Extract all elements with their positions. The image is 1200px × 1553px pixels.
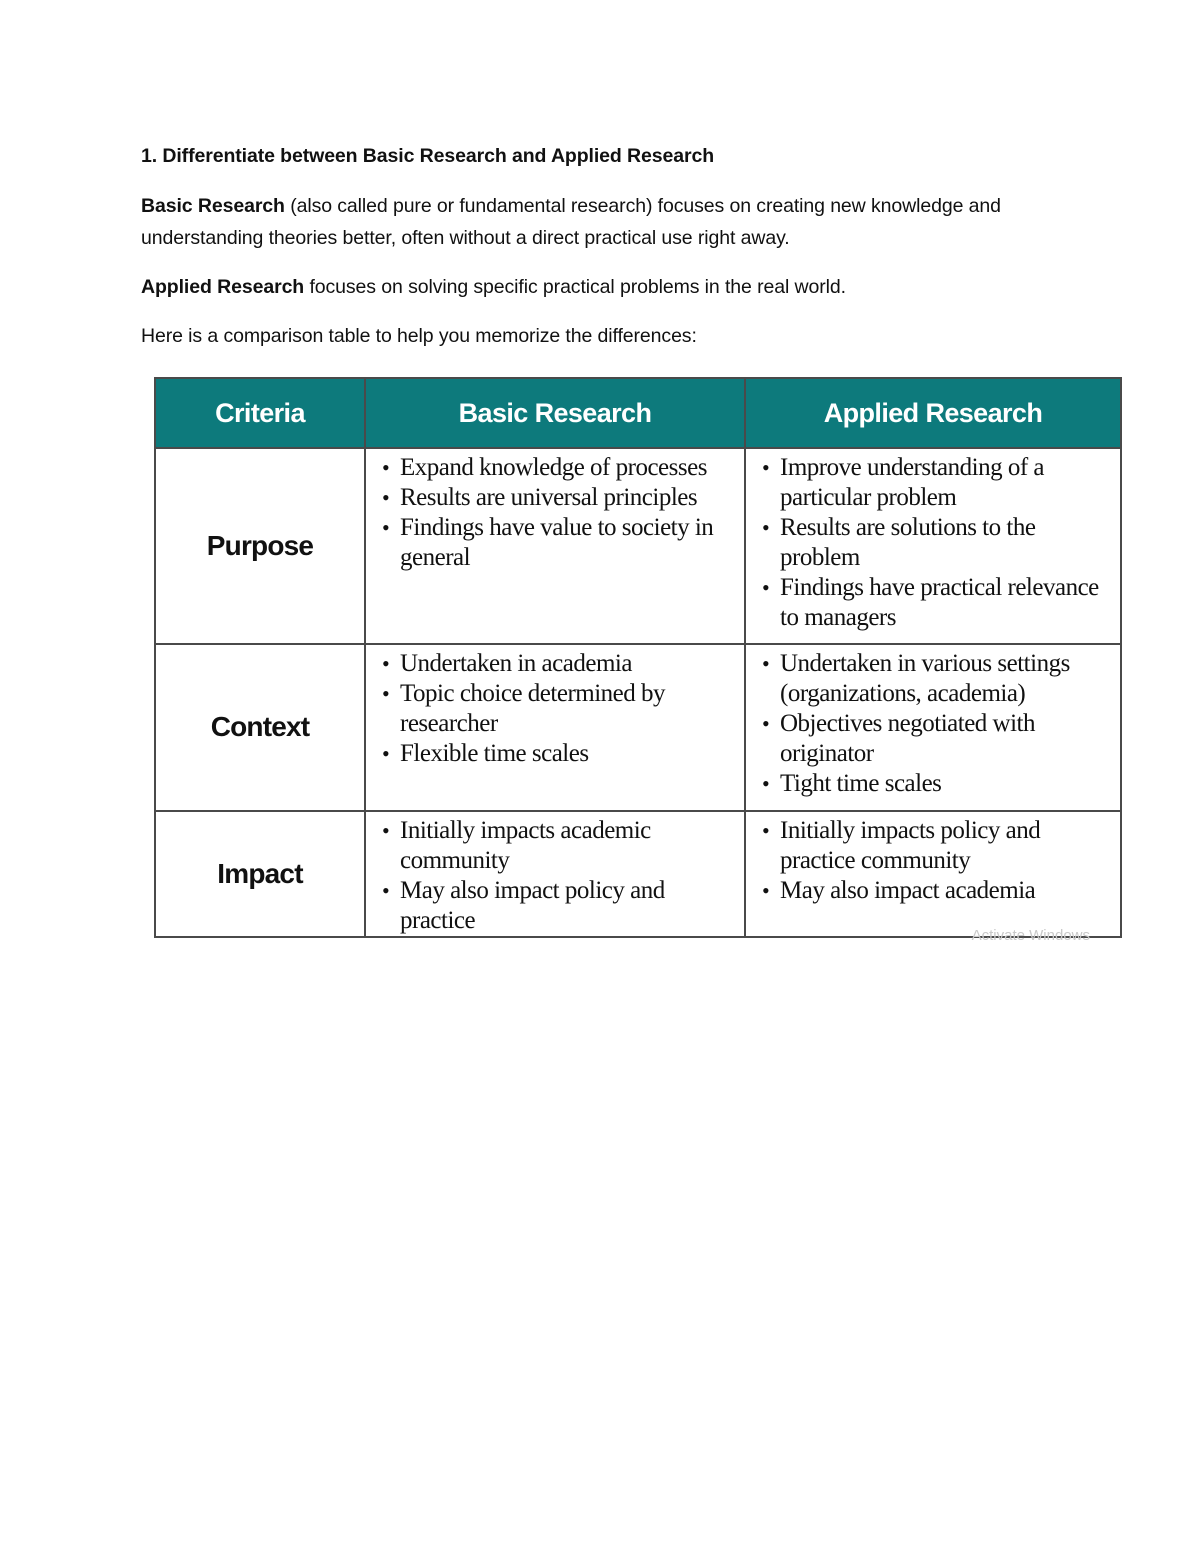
purpose-basic-cell — [365, 448, 745, 644]
list-item: • Undertaken in academia — [382, 649, 738, 679]
list-item: • Tight time scales — [762, 769, 1114, 799]
applied-research-text: focuses on solving specific practical problems in the real world. — [304, 276, 846, 298]
list-item: • Initially impacts academic community — [382, 816, 738, 876]
criteria-impact: Impact — [155, 811, 365, 937]
list-item: • Flexible time scales — [382, 739, 738, 769]
list-item: • Topic choice determined by researcher — [382, 679, 738, 739]
basic-research-term: Basic Research — [141, 195, 285, 217]
basic-research-text: (also called pure or fundamental research) focuses on creating new knowledge and understanding theories better, often without a direct practical use right away. — [141, 195, 1001, 249]
context-basic-cell — [365, 644, 745, 811]
list-item: • Improve understanding of a particular problem — [762, 453, 1114, 513]
impact-applied-cell — [745, 811, 1121, 944]
list-item: • May also impact academia — [762, 876, 1114, 906]
page-title: 1. Differentiate between Basic Research and Applied Research — [141, 145, 715, 167]
table-intro: Here is a comparison table to help you memorize the differences: — [141, 325, 697, 347]
list-item: • Findings have value to society in general — [382, 513, 738, 573]
list-item: • Results are solutions to the problem — [762, 513, 1114, 573]
list-item: • May also impact policy and practice — [382, 876, 738, 936]
applied-research-term: Applied Research — [141, 276, 305, 298]
list-item: • Initially impacts policy and practice community — [762, 816, 1114, 876]
table-header-row — [155, 378, 1121, 448]
table-row — [155, 644, 1121, 811]
criteria-purpose: Purpose — [155, 448, 365, 644]
header-criteria: Criteria — [155, 378, 365, 448]
list-item: • Undertaken in various settings (organizations, academia) — [762, 649, 1114, 709]
table-row — [155, 448, 1121, 644]
applied-research-definition — [141, 271, 1081, 303]
criteria-context: Context — [155, 644, 365, 811]
comparison-table — [154, 377, 1122, 944]
table-row — [155, 811, 1121, 937]
context-applied-cell — [745, 644, 1121, 811]
activate-windows-watermark: Activate Windows — [971, 927, 1090, 944]
header-basic-research: Basic Research — [365, 378, 745, 448]
header-applied-research: Applied Research — [745, 378, 1121, 448]
list-item: • Results are universal principles — [382, 483, 738, 513]
impact-basic-cell — [365, 811, 745, 937]
list-item: • Findings have practical relevance to managers — [762, 573, 1114, 633]
comparison-table-image — [154, 377, 1120, 944]
list-item: • Objectives negotiated with originator — [762, 709, 1114, 769]
basic-research-definition — [141, 190, 1081, 254]
list-item: • Expand knowledge of processes — [382, 453, 738, 483]
purpose-applied-cell — [745, 448, 1121, 644]
